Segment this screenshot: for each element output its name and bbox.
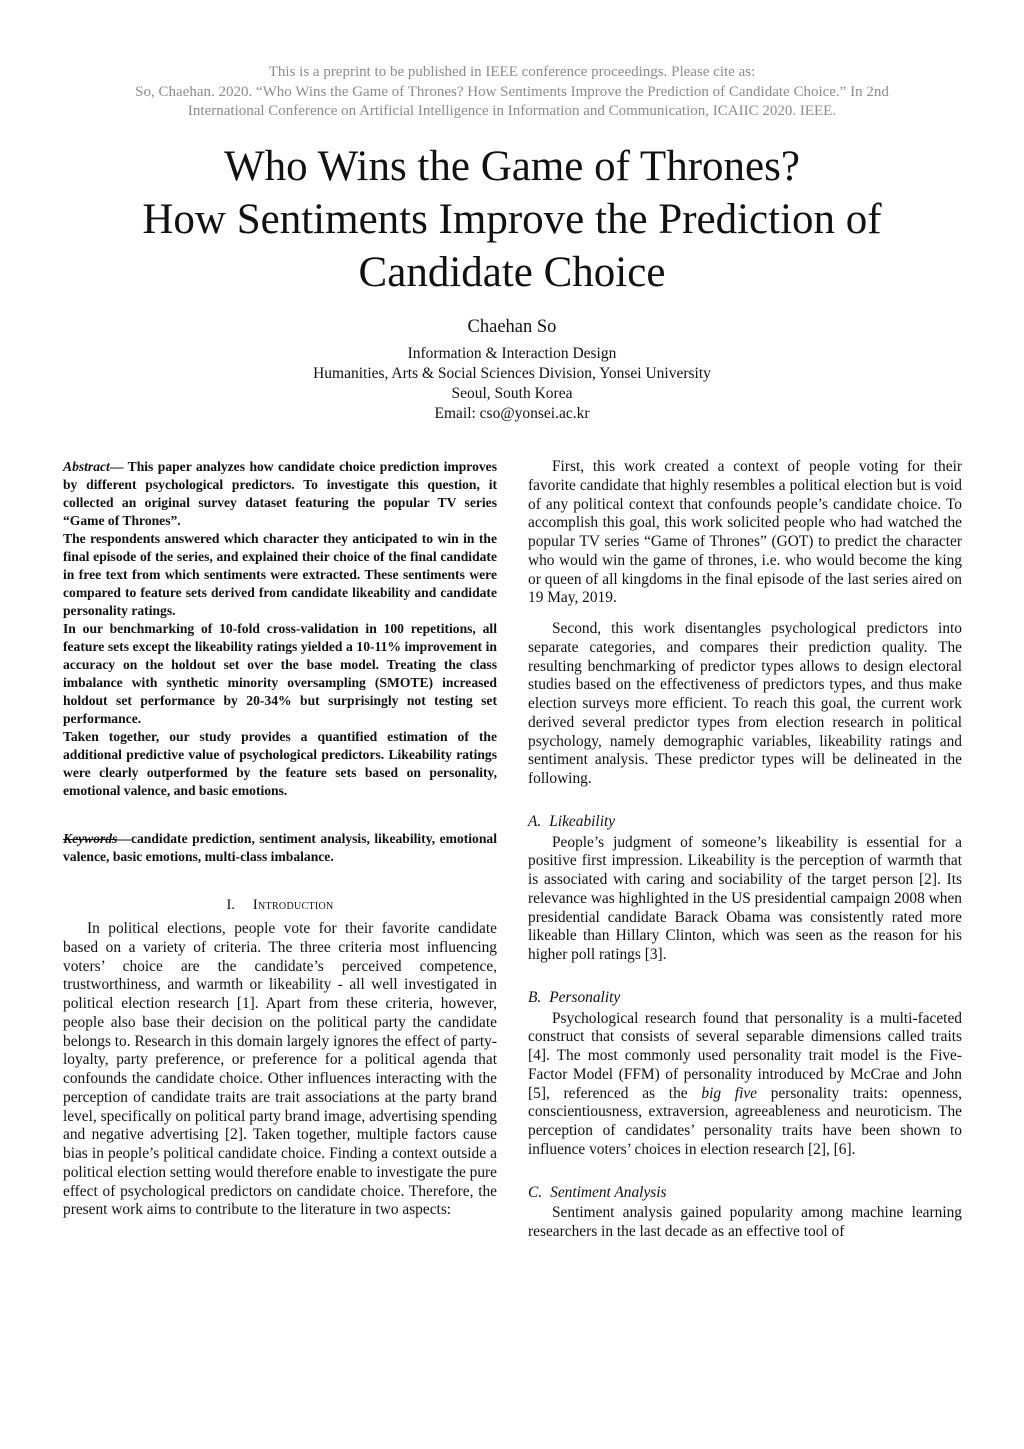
author-email: Email: cso@yonsei.ac.kr bbox=[434, 405, 590, 422]
author-block bbox=[40, 316, 984, 424]
subsection-title: Likeability bbox=[549, 812, 616, 830]
subsection-letter: B. bbox=[528, 988, 542, 1006]
left-column bbox=[63, 458, 497, 1220]
right-column bbox=[528, 458, 962, 1242]
keywords-dash: — bbox=[117, 831, 131, 846]
intro-paragraph-1: In political elections, people vote for their favorite candidate based on a variety of criteria. The three criteria most influencing voters’ choice are the candidate’s perceived competence, trustworthiness, and warmth or likeability - all well investigated in political election research [1]. Apart from these criteria, however, people also base their decision on the political party the candidate belongs to. Research in this domain largely ignores the effect of party-loyalty, party preference, or preference for a political agenda that confounds the candidate choice. Other influences interacting with the perception of candidate traits are trait associations at the party brand level, specifically on political party brand image, advertising spending and negative advertising [2]. Taken together, multiple factors cause bias in people’s political candidate choice. Finding a context outside a political election setting would therefore enable to investigate the pure effect of psychological predictors on candidate choice. Therefore, the present work aims to contribute to the literature in two aspects: bbox=[63, 920, 497, 1219]
preprint-line-1: This is a preprint to be published in IEEE conference proceedings. Please cite as: bbox=[268, 64, 756, 80]
personality-text-italic: big five bbox=[701, 1084, 758, 1102]
title-line-1: Who Wins the Game of Thrones? bbox=[224, 143, 800, 190]
subsection-title: Sentiment Analysis bbox=[550, 1183, 667, 1201]
subsection-heading-sentiment-analysis bbox=[528, 1184, 962, 1203]
abstract-paragraph-3: In our benchmarking of 10-fold cross-validation in 100 repetitions, all feature sets except the likeability ratings yielded a 10-11% improvement in accuracy on the holdout set over the base model. Treating the class imbalance with synthetic minority oversampling (SMOTE) increased holdout set performance by 20-34% but surprisingly not testing set performance. bbox=[63, 621, 497, 726]
section-number: I. bbox=[226, 897, 235, 913]
abstract-text-1: This paper analyzes how candidate choice prediction improves by different psychological predictors. To investigate this question, it collected an original survey dataset featuring the popular TV series “Game of Thrones”. bbox=[63, 459, 498, 528]
personality-text-after: personality traits: openness, conscientiousness, extraversion, agreeableness and neuroticism. The perception of candidates’ personality traits have been shown to influence voters’ choices in election research [2], [6]. bbox=[528, 1084, 962, 1158]
intro-paragraph-3: Second, this work disentangles psychological predictors into separate categories, and compares their prediction quality. The resulting benchmarking of predictor types allows to design electoral studies based on the effectiveness of predictors types, and thus make election surveys more efficient. To reach this goal, the current work derived several predictor types from election research in political psychology, namely demographic variables, likeability ratings and sentiment analysis. These predictor types will be delineated in the following. bbox=[528, 620, 962, 787]
author-department: Information & Interaction Design bbox=[407, 345, 617, 362]
title-line-2: How Sentiments Improve the Prediction of bbox=[142, 196, 882, 243]
subsection-letter: C. bbox=[528, 1183, 543, 1201]
paper-title bbox=[40, 140, 984, 299]
personality-text-before: Psychological research found that personality is a multi-faceted construct that consists of several separable dimensions called traits [4]. The most commonly used personality trait model is the Five-Factor Model (FFM) of personality introduced by McCrae and John [5], referenced as the bbox=[528, 1009, 962, 1102]
intro-paragraph-2: First, this work created a context of people voting for their favorite candidate that highly resembles a political election but is void of any political context that confounds people’s candidate choice. To accomplish this goal, this work solicited people who had watched the popular TV series “Game of Thrones” (GOT) to predict the character who would win the game of thrones, i.e. who would become the king or queen of all kingdoms in the final episode of the last series aired on 19 May, 2019. bbox=[528, 458, 962, 607]
title-line-3: Candidate Choice bbox=[358, 249, 666, 296]
abstract-paragraph-4: Taken together, our study provides a quantified estimation of the additional predictive value of psychological predictors. Likeability ratings were clearly outperformed by the feature sets based on personality, emotional valence, and basic emotions. bbox=[63, 729, 497, 798]
personality-paragraph bbox=[528, 1010, 962, 1160]
preprint-notice bbox=[40, 63, 984, 122]
subsection-title: Personality bbox=[549, 988, 621, 1006]
author-division: Humanities, Arts & Social Sciences Division, Yonsei University bbox=[313, 365, 711, 382]
subsection-letter: A. bbox=[528, 812, 542, 830]
abstract-label: Abstract bbox=[63, 459, 110, 474]
section-title: Introduction bbox=[252, 897, 334, 913]
abstract bbox=[63, 458, 497, 800]
keywords bbox=[63, 830, 497, 866]
preprint-line-3: International Conference on Artificial Intelligence in Information and Communication, ICAIIC 2020. IEEE. bbox=[187, 103, 837, 119]
sentiment-paragraph: Sentiment analysis gained popularity among machine learning researchers in the last decade as an effective tool of bbox=[528, 1204, 962, 1240]
abstract-paragraph-1 bbox=[63, 458, 497, 530]
likeability-paragraph: People’s judgment of someone’s likeability is essential for a positive first impression. Likeability is the perception of warmth that is associated with caring and sociability of the target person [2]. Its relevance was highlighted in the US presidential campaign 2008 when presidential candidate Barack Obama was consistently rated more likeable than Hillary Clinton, which was seen as the reason for his higher poll ratings [3]. bbox=[528, 833, 962, 963]
keywords-label: Keywords bbox=[63, 831, 118, 846]
subsection-heading-personality bbox=[528, 989, 962, 1008]
author-name: Chaehan So bbox=[467, 317, 557, 337]
abstract-paragraph-2: The respondents answered which character they anticipated to win in the final episode of the series, and explained their choice of the final candidate in free text from which sentiments were extracted. These sentiments were compared to feature sets derived from candidate likeability and candidate personality ratings. bbox=[63, 531, 497, 618]
abstract-dash: — bbox=[109, 459, 128, 474]
keywords-text: candidate prediction, sentiment analysis, likeability, emotional valence, basic emotions, multi-class imbalance. bbox=[63, 831, 497, 864]
author-location: Seoul, South Korea bbox=[451, 385, 573, 402]
section-heading-introduction bbox=[63, 896, 497, 914]
preprint-line-2: So, Chaehan. 2020. “Who Wins the Game of Thrones? How Sentiments Improve the Prediction of Candidate Choice.” In 2nd bbox=[135, 83, 889, 100]
subsection-heading-likeability bbox=[528, 813, 962, 832]
